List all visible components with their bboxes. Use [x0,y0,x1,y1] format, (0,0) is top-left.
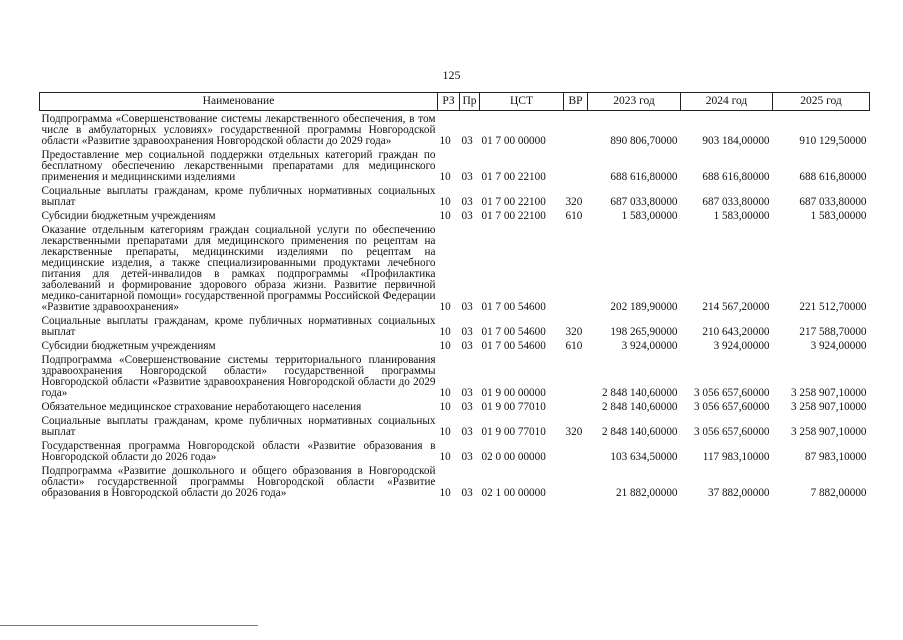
table-row [40,183,870,208]
row-2025: 3 258 907,10000 [790,401,867,413]
row-name: Подпрограмма «Развитие дошкольного и общего образования в Новгородской области» государственной программы Новгородской области «Развитие образования в Новгородской области до 2026 года» [41,465,436,499]
table-row [40,463,870,499]
table-row [40,111,870,148]
header-name: Наименование [40,93,438,111]
row-2024: 210 643,20000 [702,326,770,338]
row-cst: 02 0 00 00000 [481,451,546,463]
row-name: Государственная программа Новгородской области «Развитие образования в Новгородской области до 2026 года» [41,440,436,463]
row-2023: 890 806,70000 [610,135,678,147]
row-2023: 202 189,90000 [610,301,678,313]
row-vr [564,352,588,399]
row-cst: 01 9 00 77010 [481,426,546,438]
row-2025: 3 924,00000 [810,340,867,352]
row-rz: 10 [439,451,451,463]
row-pr: 03 [461,387,473,399]
row-name: Предоставление мер социальной поддержки отдельных категорий граждан по бесплатному обеспечению лекарственными препаратами для медицинского применения и медицинскими изделиями [41,149,436,183]
table-row [40,399,870,413]
row-pr: 03 [461,135,473,147]
row-pr: 03 [461,487,473,499]
row-2023: 688 616,80000 [610,171,678,183]
row-vr [564,222,588,313]
row-2025: 910 129,50000 [799,135,867,147]
row-name: Субсидии бюджетным учреждениям [41,210,216,222]
row-2025: 3 258 907,10000 [790,426,867,438]
table-row [40,338,870,352]
row-vr: 320 [565,326,583,338]
table-row [40,413,870,438]
row-cst: 01 7 00 22100 [481,196,546,208]
row-name: Обязательное медицинское страхование неработающего населения [41,401,362,413]
row-name: Социальные выплаты гражданам, кроме публичных нормативных социальных выплат [41,315,436,338]
row-cst: 01 7 00 54600 [481,340,546,352]
row-2023: 2 848 140,60000 [601,387,678,399]
row-rz: 10 [439,401,451,413]
row-rz: 10 [439,340,451,352]
row-2024: 3 924,00000 [713,340,770,352]
row-2023: 21 882,00000 [615,487,678,499]
row-pr: 03 [461,401,473,413]
row-2024: 3 056 657,60000 [693,401,770,413]
row-2024: 3 056 657,60000 [693,426,770,438]
table-row [40,313,870,338]
row-cst: 01 7 00 54600 [481,326,546,338]
row-2024: 903 184,00000 [702,135,770,147]
row-pr: 03 [461,210,473,222]
table-row [40,352,870,399]
header-2025: 2025 год [773,93,870,111]
header-vr: ВР [564,93,588,111]
table-row [40,147,870,183]
row-pr: 03 [461,451,473,463]
header-2024: 2024 год [681,93,773,111]
row-rz: 10 [439,301,451,313]
row-2023: 198 265,90000 [610,326,678,338]
row-vr [564,399,588,413]
row-rz: 10 [439,171,451,183]
row-2024: 1 583,00000 [713,210,770,222]
row-2024: 688 616,80000 [702,171,770,183]
row-cst: 01 7 00 00000 [481,135,546,147]
row-2025: 87 983,10000 [804,451,867,463]
row-name: Подпрограмма «Совершенствование системы территориального планирования здравоохранения Новгородской области» государственной программы Новгородской области «Развитие здравоохранения Новгородской области до 2029 года» [41,354,436,399]
header-cst: ЦСТ [480,93,564,111]
budget-table [39,92,870,499]
row-name: Социальные выплаты гражданам, кроме публичных нормативных социальных выплат [41,415,436,438]
row-rz: 10 [439,135,451,147]
row-vr: 610 [565,210,583,222]
row-pr: 03 [461,426,473,438]
table-row [40,208,870,222]
row-cst: 01 7 00 54600 [481,301,546,313]
row-2023: 2 848 140,60000 [601,401,678,413]
row-pr: 03 [461,326,473,338]
row-pr: 03 [461,340,473,352]
row-2025: 687 033,80000 [799,196,867,208]
row-vr: 610 [565,340,583,352]
row-pr: 03 [461,171,473,183]
row-vr: 320 [565,196,583,208]
footer-rule [0,625,258,626]
table-header-row [40,93,870,111]
page-number: 125 [442,68,461,82]
row-vr [564,111,588,148]
row-cst: 01 9 00 00000 [481,387,546,399]
table-row [40,438,870,463]
row-vr [564,438,588,463]
row-2025: 688 616,80000 [799,171,867,183]
row-rz: 10 [439,196,451,208]
row-2024: 37 882,00000 [707,487,770,499]
row-2023: 3 924,00000 [621,340,678,352]
row-vr [564,147,588,183]
row-cst: 01 7 00 22100 [481,210,546,222]
row-vr [564,463,588,499]
row-cst: 02 1 00 00000 [481,487,546,499]
header-rz: РЗ [438,93,460,111]
row-name: Подпрограмма «Совершенствование системы лекарственного обеспечения, в том числе в амбулаторных условиях» государственной программы Новгородской области «Развитие здравоохранения Новгородской области до 2029 года» [41,113,436,147]
row-2023: 2 848 140,60000 [601,426,678,438]
row-cst: 01 7 00 22100 [481,171,546,183]
row-rz: 10 [439,210,451,222]
header-2023: 2023 год [588,93,681,111]
row-name: Субсидии бюджетным учреждениям [41,340,216,352]
row-2024: 117 983,10000 [702,451,770,463]
row-pr: 03 [461,301,473,313]
row-name: Социальные выплаты гражданам, кроме публичных нормативных социальных выплат [41,185,436,208]
row-2024: 3 056 657,60000 [693,387,770,399]
header-pr: Пр [460,93,480,111]
row-name: Оказание отдельным категориям граждан социальной услуги по обеспечению лекарственными препаратами для медицинского применения по рецептам на лекарственные препараты, медицинскими изделиями по рецептам на медицинские изделия, а также специализированными продуктами лечебного питания для детей-инвалидов в рамках подпрограммы «Профилактика заболеваний и формирование здорового образа жизни. Развитие первичной медико-санитарной помощи» государственной программы Российской Федерации «Развитие здравоохранения» [41,224,436,313]
row-2025: 1 583,00000 [810,210,867,222]
row-rz: 10 [439,426,451,438]
row-vr: 320 [565,426,583,438]
row-2024: 687 033,80000 [702,196,770,208]
row-2023: 103 634,50000 [610,451,678,463]
row-cst: 01 9 00 77010 [481,401,546,413]
row-2025: 7 882,00000 [810,487,867,499]
row-2023: 687 033,80000 [610,196,678,208]
row-rz: 10 [439,487,451,499]
row-2025: 217 588,70000 [799,326,867,338]
row-2025: 3 258 907,10000 [790,387,867,399]
row-2025: 221 512,70000 [799,301,867,313]
row-2023: 1 583,00000 [621,210,678,222]
row-rz: 10 [439,326,451,338]
table-row [40,222,870,313]
row-2024: 214 567,20000 [702,301,770,313]
row-rz: 10 [439,387,451,399]
row-pr: 03 [461,196,473,208]
